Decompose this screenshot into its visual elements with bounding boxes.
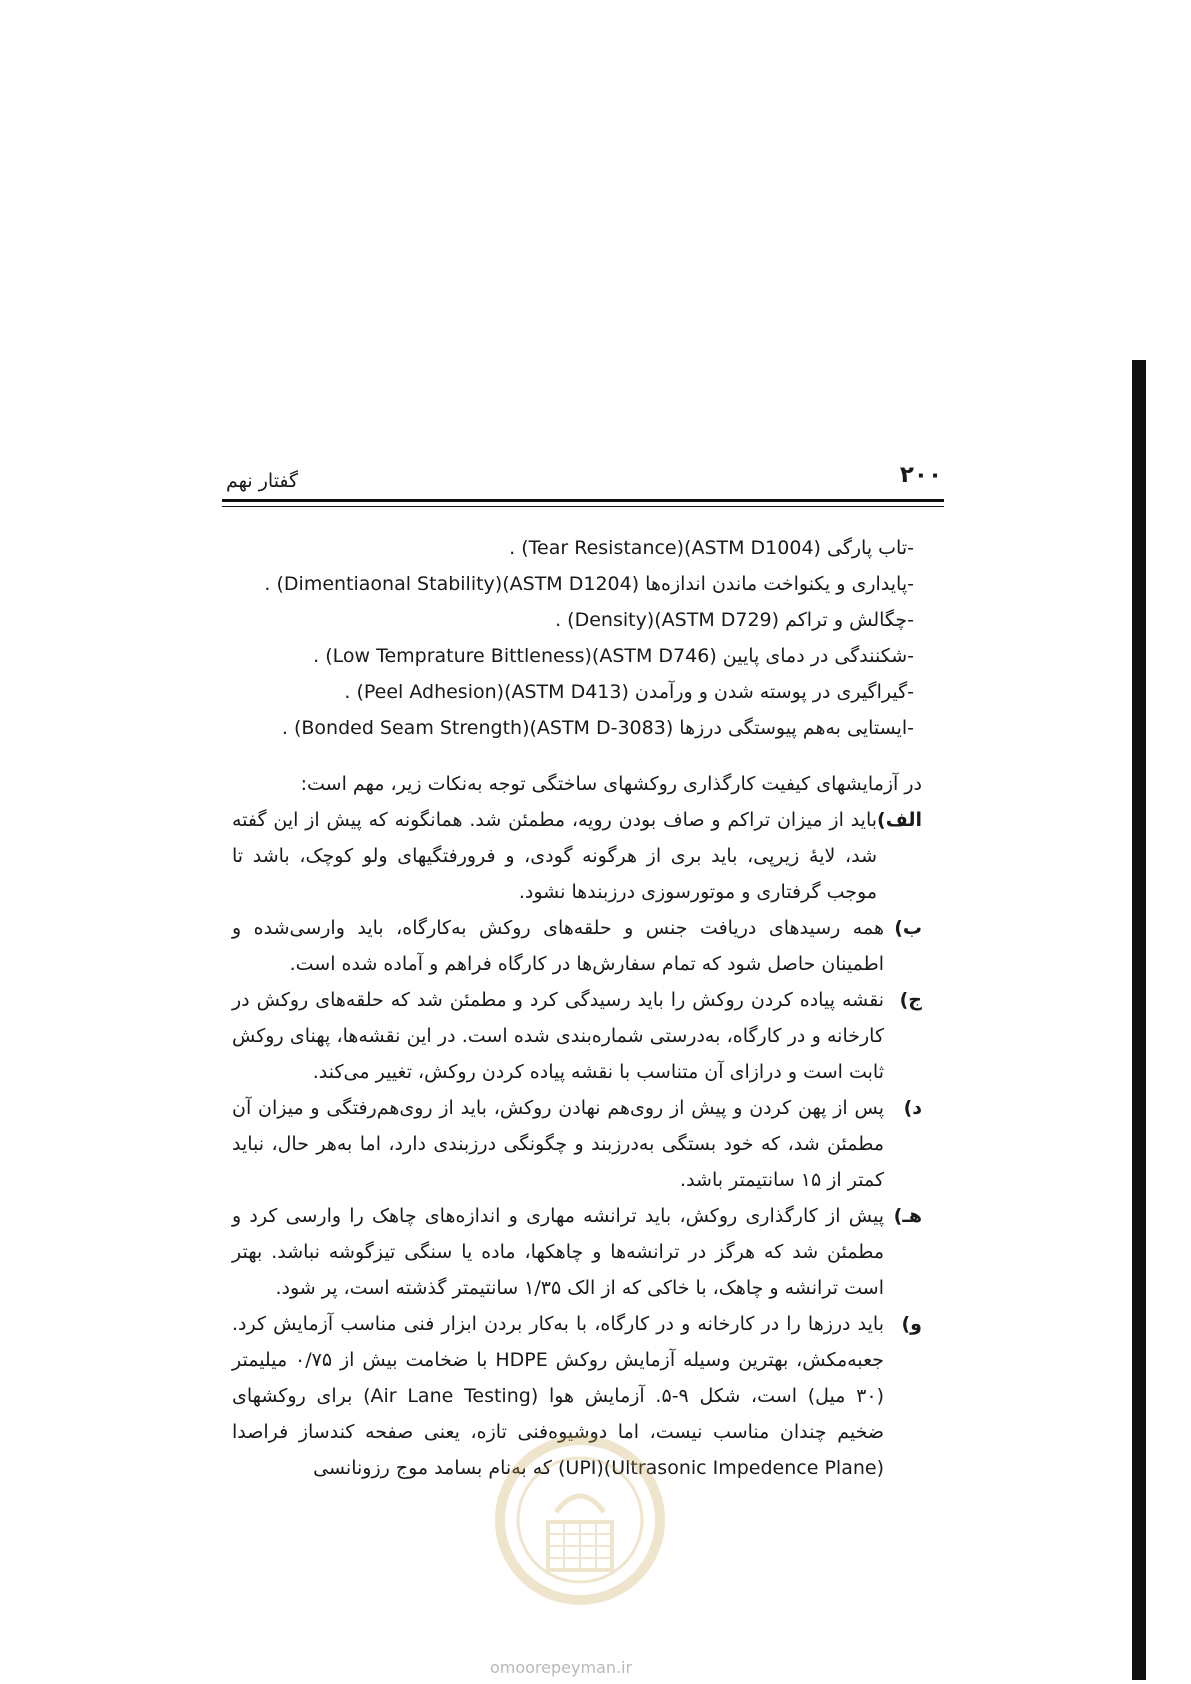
test-item: -تاب پارگی (ASTM D1004)(Tear Resistance) . [509, 537, 914, 559]
note-marker: ب) [894, 917, 922, 939]
note-marker: د) [903, 1097, 922, 1119]
note-text: پیش از کارگذاری روکش، باید ترانشه مهاری و اندازه‌های چاهک را وارسی کرد و مطمئن شد که هرگز در ترانشه‌ها و چاهکها، ماده یا سنگی تیزگوشه نباشد. بهتر است ترانشه و چاهک، با خاکی که از الک ۱/۳۵ سانتیمتر گذشته است، پر شود. [232, 1205, 884, 1299]
note-item [232, 1198, 922, 1306]
watermark-seal-icon [490, 1430, 670, 1610]
scan-edge-bar [1132, 360, 1146, 1680]
note-item [232, 982, 922, 1090]
note-marker: هـ) [893, 1205, 922, 1227]
test-item: -شکنندگی در دمای پایین (ASTM D746)(Low Temprature Bittleness) . [313, 645, 914, 667]
note-text: باید درزها را در کارخانه و در کارگاه، با به‌کار بردن ابزار فنی مناسب آزمایش کرد. جعبه‌مکش، بهترین وسیله آزمایش روکش HDPE با ضخامت بیش از ۰/۷۵ میلیمتر (۳۰ میل) است، شکل ۹-۵. آزمایش هوا (Air Lane Testing) برای روکشهای ضخیم چندان مناسب نیست، اما دوشیوه‌فنی تازه، یعنی صفحه کندساز فراصدا (Ultrasonic Impedence Plane)(UPI) که به‌نام بسامد موج رزونانسی [232, 1313, 884, 1479]
note-text: نقشه پیاده کردن روکش را باید رسیدگی کرد و مطمئن شد که حلقه‌های روکش در کارخانه و در کارگاه، به‌درستی شماره‌بندی شده است. در این نقشه‌ها، پهنای روکش ثابت است و درازای آن متناسب با نقشه پیاده کردن روکش، تغییر می‌کند. [232, 989, 884, 1083]
note-marker: و) [901, 1313, 922, 1335]
note-text: همه رسیدهای دریافت جنس و حلقه‌های روکش به‌کارگاه، باید وارسی‌شده و اطمینان حاصل شود که تمام سفارش‌ها در کارگاه فراهم و آماده شده است. [232, 917, 884, 975]
page-number: ۲۰۰ [899, 462, 942, 488]
header-rule-thick [222, 499, 944, 502]
page-header [222, 462, 944, 500]
header-rule-thin [222, 506, 944, 507]
note-item [232, 1090, 922, 1198]
note-item [232, 802, 922, 910]
test-item: -ایستایی به‌هم پیوستگی درزها (ASTM D-3083)(Bonded Seam Strength) . [281, 717, 914, 739]
watermark-text: omoorepeyman.ir [490, 1658, 633, 1677]
test-item: -چگالش و تراکم (ASTM D729)(Density) . [555, 609, 914, 631]
test-item: -گیراگیری در پوسته شدن و ورآمدن (ASTM D413)(Peel Adhesion) . [344, 681, 914, 703]
intro-paragraph: در آزمایشهای کیفیت کارگذاری روکشهای ساختگی توجه به‌نکات زیر، مهم است: [300, 773, 922, 795]
note-text: باید از میزان تراکم و صاف بودن رویه، مطمئن شد. همانگونه که پیش از این گفته شد، لایهٔ زیرپی، باید بری از هرگونه گودی، و فرورفتگیهای ولو کوچک، باشد تا موجب گرفتاری و موتورسوزی درزبندها نشود. [232, 809, 878, 903]
installation-notes-list [232, 802, 922, 1486]
note-text: پس از پهن کردن و پیش از روی‌هم نهادن روکش، باید از روی‌هم‌رفتگی و میزان آن مطمئن شد، که خود بستگی به‌درزبند و چگونگی درزبندی دارد، اما به‌هر حال، نباید کمتر از ۱۵ سانتیمتر باشد. [232, 1097, 884, 1191]
chapter-title: گفتار نهم [226, 470, 299, 492]
page-content [232, 530, 922, 1486]
note-item [232, 910, 922, 982]
note-marker: ج) [899, 989, 922, 1011]
test-standards-list [232, 530, 922, 746]
test-item: -پایداری و یکنواخت ماندن اندازه‌ها (ASTM D1204)(Dimentiaonal Stability) . [264, 573, 914, 595]
note-marker: الف) [877, 809, 922, 831]
